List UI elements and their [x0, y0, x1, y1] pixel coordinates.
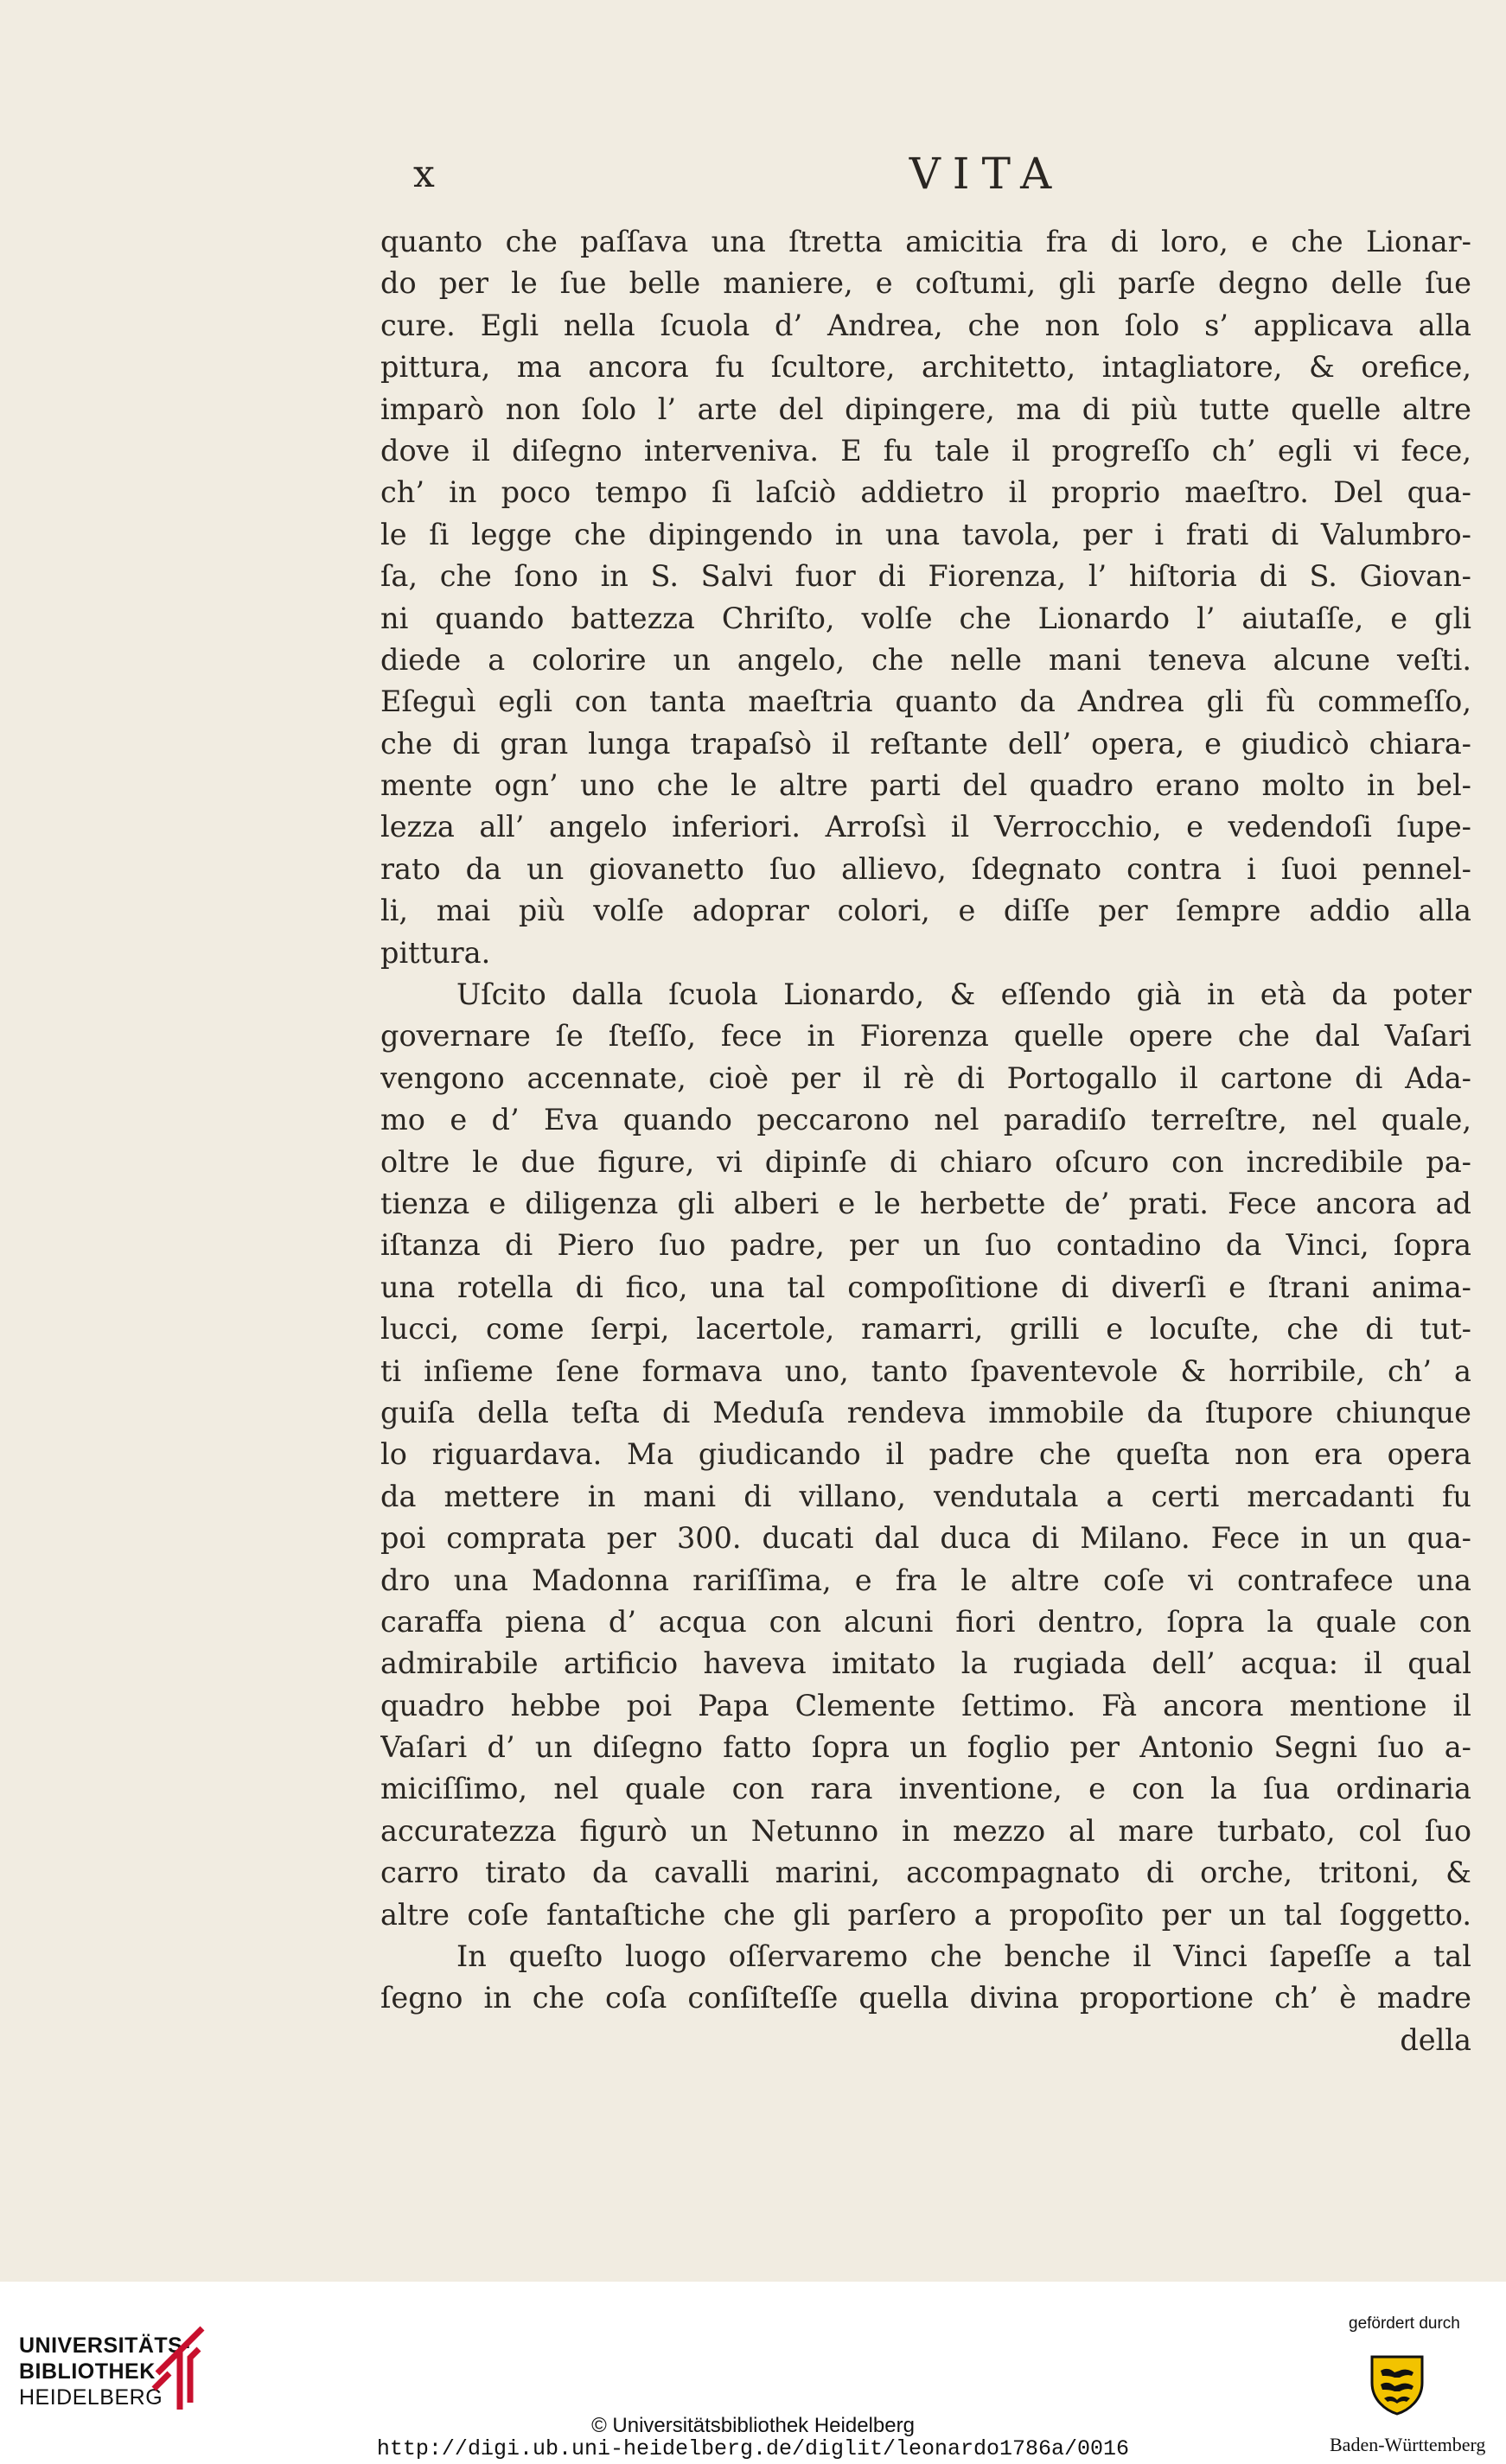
text-line: miciſſimo, nel quale con rara inventione, e con la ſua ordinaria [380, 1772, 1471, 1806]
ub-heidelberg-logo-icon [145, 2323, 207, 2416]
text-line: vengono accennate, cioè per il rè di Portogallo il cartone di Ada- [380, 1060, 1471, 1095]
text-line: guiſa della teſta di Meduſa rendeva immobile da ſtupore chiunque [380, 1395, 1471, 1429]
text-line: admirabile artificio haveva imitato la rugiada dell’ acqua: il qual [380, 1646, 1471, 1681]
text-line: oltre le due figure, vi dipinſe di chiaro oſcuro con incredibile pa- [380, 1144, 1471, 1179]
text-line: li, mai più volſe adoprar colori, e diſſe per ſempre addio alla [380, 894, 1471, 928]
text-line: mo e d’ Eva quando peccarono nel paradiſo terreſtre, nel quale, [380, 1103, 1471, 1137]
text-line: accuratezza figurò un Netunno in mezzo al mare turbato, col ſuo [380, 1813, 1471, 1848]
text-line: pittura, ma ancora fu ſcultore, architetto, intagliatore, & orefice, [380, 350, 1471, 385]
text-line: mente ogn’ uno che le altre parti del quadro erano molto in bel- [380, 768, 1471, 803]
text-line: imparò non ſolo l’ arte del dipingere, ma di più tutte quelle altre [380, 392, 1471, 426]
text-line: In queſto luogo oſſervaremo che benche il Vinci ſapeſſe a tal [456, 1939, 1471, 1974]
text-line: lo riguardava. Ma giudicando il padre che queſta non era opera [380, 1437, 1471, 1472]
text-line: ti inſieme ſene formava uno, tanto ſpaventevole & horribile, ch’ a [380, 1353, 1471, 1388]
text-line: poi comprata per 300. ducati dal duca di Milano. Fece in un qua- [380, 1521, 1471, 1556]
permalink-url[interactable]: http://digi.ub.uni-heidelberg.de/diglit/leonardo1786a/0016 [376, 2436, 1130, 2461]
text-line: cure. Egli nella ſcuola d’ Andrea, che non ſolo s’ applicava alla [380, 308, 1471, 342]
text-line: pittura. [380, 935, 491, 970]
library-name-line: BIBLIOTHEK [19, 2359, 156, 2384]
text-line: altre coſe fantaſtiche che gli parſero a propoſito per un tal ſoggetto. [380, 1897, 1471, 1932]
text-line: carro tirato da cavalli marini, accompagnato di orche, tritoni, & [380, 1856, 1471, 1890]
digitization-footer [0, 2282, 1506, 2464]
text-line: diede a colorire un angelo, che nelle mani teneva alcune veſti. [380, 642, 1471, 677]
body-text [380, 221, 1471, 2061]
text-line: quanto che paſſava una ſtretta amicitia fra di loro, e che Lionar- [380, 225, 1471, 258]
text-line: Eſeguì egli con tanta maeſtria quanto da Andrea gli fù commeſſo, [380, 684, 1471, 719]
text-line: governare ſe ſteſſo, fece in Fiorenza quelle opere che dal Vaſari [380, 1019, 1471, 1054]
text-line: le ſi legge che dipingendo in una tavola, per i frati di Valumbro- [380, 517, 1471, 551]
text-line: da mettere in mani di villano, vendutala a certi mercadanti fu [380, 1479, 1471, 1513]
page-number: x [413, 152, 435, 196]
library-name-line: UNIVERSITÄTS- [19, 2333, 191, 2358]
text-line: che di gran lunga trapaſsò il reſtante dell’ opera, e giudicò chiara- [380, 726, 1471, 761]
text-line: ch’ in poco tempo ſi laſciò addietro il proprio maeſtro. Del qua- [380, 475, 1471, 510]
copyright-notice: © Universitätsbibliothek Heidelberg [591, 2414, 915, 2437]
text-line: dro una Madonna rariſſima, e fra le altre coſe vi contrafece una [380, 1563, 1471, 1597]
text-line: una rotella di fico, una tal compoſitione di diverſi e ſtrani anima- [380, 1270, 1471, 1304]
catchword: della [1400, 2022, 1471, 2057]
sponsor-label: gefördert durch [1349, 2314, 1460, 2333]
text-line: ni quando battezza Chriſto, volſe che Lionardo l’ aiutaſſe, e gli [380, 601, 1471, 635]
text-line: Uſcito dalla ſcuola Lionardo, & eſſendo già in età da poter [456, 977, 1471, 1012]
text-line: tienza e diligenza gli alberi e le herbette de’ prati. Fece ancora ad [380, 1186, 1471, 1220]
library-name-line: HEIDELBERG [19, 2385, 163, 2410]
text-line: ſa, che ſono in S. Salvi fuor di Fiorenza, l’ hiſtoria di S. Giovan- [380, 559, 1471, 594]
baden-wuerttemberg-coat-of-arms-icon [1369, 2353, 1426, 2416]
text-line: lezza all’ angelo inferiori. Arroſsì il Verrocchio, e vedendoſi ſupe- [380, 810, 1471, 844]
text-line: ſegno in che coſa conſiſteſſe quella divina proportione ch’ è madre [380, 1981, 1471, 2015]
text-line: do per le ſue belle maniere, e coſtumi, gli parſe degno delle ſue [380, 266, 1471, 301]
text-line: rato da un giovanetto ſuo allievo, ſdegnato contra i ſuoi pennel- [380, 851, 1471, 886]
running-head: VITA [909, 149, 1064, 199]
text-line: dove il diſegno interveniva. E fu tale il progreſſo ch’ egli vi fece, [380, 433, 1471, 468]
text-line: Vaſari d’ un diſegno fatto ſopra un foglio per Antonio Segni ſuo a- [380, 1730, 1471, 1765]
sponsor-name: Baden-Württemberg [1330, 2434, 1486, 2455]
text-line: quadro hebbe poi Papa Clemente ſettimo. Fà ancora mentione il [380, 1688, 1471, 1722]
text-line: caraffa piena d’ acqua con alcuni fiori dentro, ſopra la quale con [380, 1604, 1471, 1639]
text-line: lucci, come ſerpi, lacertole, ramarri, grilli e locuſte, che di tut- [380, 1312, 1471, 1347]
text-line: iſtanza di Piero ſuo padre, per un ſuo contadino da Vinci, ſopra [380, 1228, 1471, 1263]
